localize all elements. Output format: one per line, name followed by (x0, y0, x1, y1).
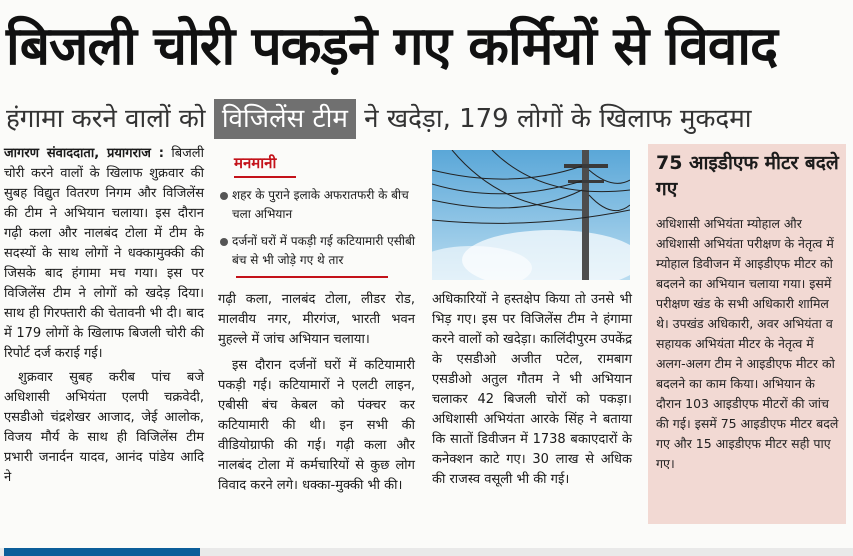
paragraph: अधिकारियों ने हस्तक्षेप किया तो उनसे भी भिड़ गए। इस पर विजिलेंस टीम ने हंगामा करने वालों को खदेड़ा। कालिंदीपुरम उपकेंद्र के एसडीओ अजीत पटेल, रामबाग एसडीओ अतुल गौतम ने भी अभियान चलाकर 42 बिजली चोरों को पकड़ा। अधिशासी अभियंता आरके सिंह ने बताया कि सातों डिवीजन में 1738 बकाएदारों के कनेक्शन काटे गए। 30 लाख से अधिक की राजस्व वसूली भी की गई। (432, 292, 632, 487)
subheadline-highlight: विजिलेंस टीम (214, 99, 356, 139)
subheadline (6, 98, 848, 140)
highlight-bullet: शहर के पुराने इलाके अफरातफरी के बीच चला अभियान (218, 186, 415, 224)
highlights-box (218, 150, 415, 280)
subheadline-after: ने खदेड़ा, 179 लोगों के खिलाफ मुकदमा (364, 104, 752, 134)
highlights-list (218, 186, 415, 278)
highlights-tag: मनमानी (234, 150, 296, 178)
headline: बिजली चोरी पकड़ने गए कर्मियों से विवाद (6, 16, 778, 77)
sidebar-title: 75 आइडीएफ मीटर बदले गए (656, 152, 839, 200)
byline: जागरण संवाददाता, प्रयागराज : (4, 146, 164, 161)
highlight-bullet: दर्जनों घरों में पकड़ी गई कटियामारी एसीबी बंच से भी जोड़े गए थे तार (218, 232, 415, 270)
paragraph: शुक्रवार सुबह करीब पांच बजे अधिशासी अभियंता एलपी चक्रवेदी, एसडीओ चंद्रशेखर आजाद, जेई आलोक, विजय मौर्य के साथ ही विजिलेंस टीम प्रभारी जनार्दन यादव, आनंद पांडेय आदि ने (4, 370, 204, 485)
sidebar-body: अधिशासी अभियंता म्योहाल और अधिशासी अभियंता परीक्षण के नेतृत्व में म्योहाल डिवीजन में आइडीएफ मीटर को बदलने का अभियान चलाया गया। इसमें परीक्षण खंड के सभी अधिकारी शामिल थे। उपखंड अधिकारी, अवर अभियंता व सहायक अभियंता मीटर के नेतृत्व में अलग-अलग टीम ने आइडीएफ मीटर को बदलने का काम किया। अभियान के दौरान 103 आइडीएफ मीटरों की जांच की गई। इसमें 75 आइडीएफ मीटर बदले गए और 15 आइडीएफ मीटर सही पाए गए। (656, 216, 839, 471)
sidebar-box (648, 144, 846, 524)
article-column-2 (218, 290, 415, 496)
article-column-1 (4, 144, 204, 488)
article-column-3 (432, 290, 632, 490)
footer-strip (0, 548, 853, 556)
footer-blue-bar (4, 548, 200, 556)
paragraph: इस दौरान दर्जनों घरों में कटियामारी पकड़ी गई। कटियामारों ने एलटी लाइन, एबीसी बंच केबल को पंक्चर कर कटियामारी की थी। इन सभी की वीडियोग्राफी की गई। गढ़ी कला और नालबंद टोला में कर्मचारियों से कुछ लोग विवाद करने लगे। धक्का-मुक्की भी की। (218, 358, 415, 493)
paragraph-text: बिजली चोरी करने वालों के खिलाफ शुक्रवार की सुबह विद्युत वितरण निगम और विजिलेंस की टीम ने अभियान चलाया। इस दौरान गढ़ी कला और नालबंद टोला में टीम के सदस्यों के साथ लोगों ने धक्कामुक्की की जिसके बाद हंगामा मच गया। इस पर विजिलेंस टीम ने लोगों को खदेड़ दिया। साथ ही गिरफ्तारी की चेतावनी भी दी। बाद में 179 लोगों के खिलाफ बिजली चोरी की रिपोर्ट दर्ज कराई गई। (4, 146, 204, 361)
subheadline-before: हंगामा करने वालों को (6, 104, 206, 134)
paragraph: गढ़ी कला, नालबंद टोला, लीडर रोड, मालवीय नगर, मीरगंज, भारती भवन मुहल्ले में जांच अभियान चलाया। (218, 292, 415, 347)
photo-power-lines (432, 150, 630, 280)
paragraph (4, 144, 204, 364)
highlights-underline (236, 276, 388, 278)
